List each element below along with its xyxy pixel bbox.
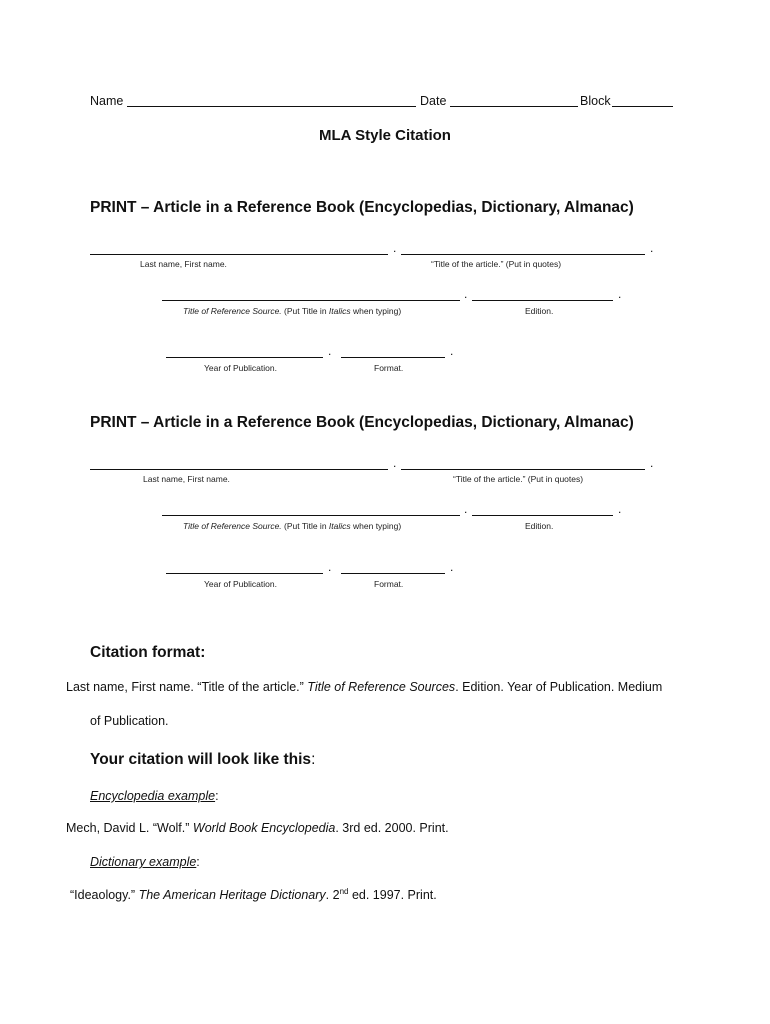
separator-dot: . [450,344,454,358]
year-field-2[interactable] [166,573,323,574]
date-label: Date [420,94,447,108]
block-field[interactable] [612,106,673,107]
year-field-1[interactable] [166,357,323,358]
dictionary-example-label: Dictionary example: [90,855,200,869]
date-field[interactable] [450,106,578,107]
year-hint-1: Year of Publication. [204,363,277,373]
format-hint-1: Format. [374,363,404,373]
reference-source-field-1[interactable] [162,300,460,301]
author-hint-1: Last name, First name. [140,259,227,269]
year-hint-2: Year of Publication. [204,579,277,589]
separator-dot: . [328,560,332,574]
citation-format-heading: Citation format: [90,644,206,661]
page-title: MLA Style Citation [319,127,451,144]
separator-dot: . [618,502,622,516]
citation-format-line-1: Last name, First name. “Title of the article.” Title of Reference Sources. Edition. Year of Publication. Medium [66,680,663,694]
name-label: Name [90,94,124,108]
section-heading-2: PRINT – Article in a Reference Book (Encyclopedias, Dictionary, Almanac) [90,414,634,431]
separator-dot: . [393,456,397,470]
examples-heading: Your citation will look like this: [90,751,316,768]
separator-dot: . [464,502,468,516]
citation-format-line-2: of Publication. [90,714,169,728]
source-hint-1: Title of Reference Source. (Put Title in Italics when typing) [183,306,402,316]
format-field-2[interactable] [341,573,445,574]
author-field-2[interactable] [90,469,388,470]
separator-dot: . [650,241,654,255]
dictionary-example-citation: “Ideaology.” The American Heritage Dictionary. 2nd ed. 1997. Print. [70,886,437,902]
section-heading-1: PRINT – Article in a Reference Book (Encyclopedias, Dictionary, Almanac) [90,199,634,216]
format-field-1[interactable] [341,357,445,358]
block-label: Block [580,94,611,108]
encyclopedia-example-label: Encyclopedia example: [90,789,219,803]
source-hint-2: Title of Reference Source. (Put Title in Italics when typing) [183,521,402,531]
reference-source-field-2[interactable] [162,515,460,516]
article-title-field-1[interactable] [401,254,645,255]
separator-dot: . [618,287,622,301]
article-hint-1: “Title of the article.” (Put in quotes) [431,259,562,269]
separator-dot: . [450,560,454,574]
article-hint-2: “Title of the article.” (Put in quotes) [453,474,584,484]
edition-hint-1: Edition. [525,306,554,316]
separator-dot: . [393,241,397,255]
edition-field-1[interactable] [472,300,613,301]
encyclopedia-example-citation: Mech, David L. “Wolf.” World Book Encyclopedia. 3rd ed. 2000. Print. [66,821,449,835]
separator-dot: . [464,287,468,301]
separator-dot: . [650,456,654,470]
name-field[interactable] [127,106,416,107]
author-field-1[interactable] [90,254,388,255]
format-hint-2: Format. [374,579,404,589]
edition-field-2[interactable] [472,515,613,516]
separator-dot: . [328,344,332,358]
edition-hint-2: Edition. [525,521,554,531]
article-title-field-2[interactable] [401,469,645,470]
author-hint-2: Last name, First name. [143,474,230,484]
